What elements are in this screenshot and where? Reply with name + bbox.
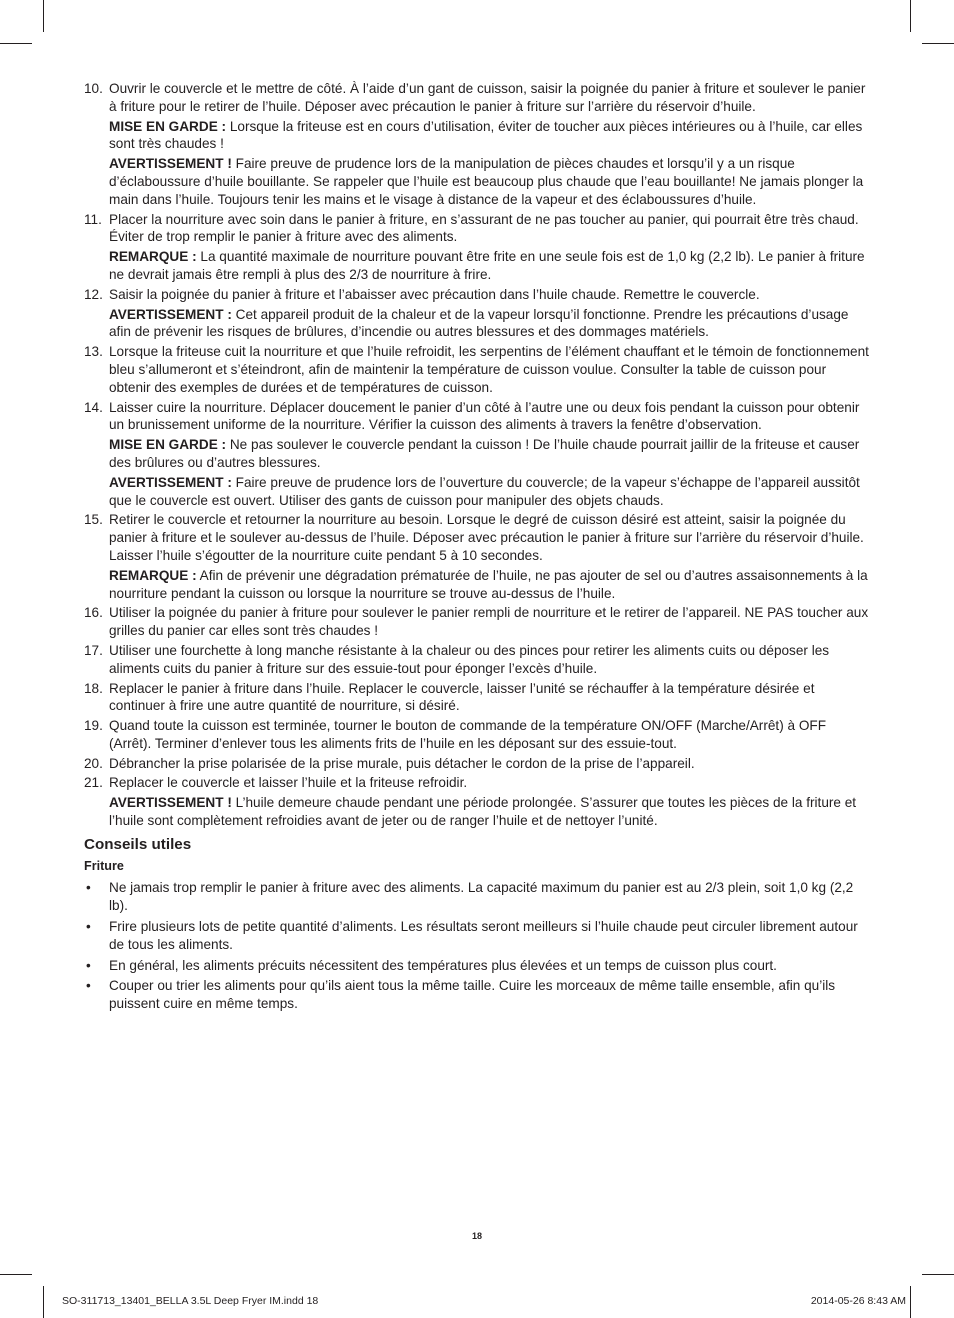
step-text: Placer la nourriture avec soin dans le panier à friture, en s’assurant de ne pas toucher au panier, qui pourrait être très chaud. Éviter de trop remplir le panier à friture avec des aliments.: [109, 211, 859, 245]
footer-datetime: 2014-05-26 8:43 AM: [810, 1295, 906, 1307]
crop-mark: [910, 1286, 911, 1318]
bullet-icon: •: [86, 978, 91, 994]
step-number: 18.: [84, 680, 103, 696]
crop-mark: [922, 43, 954, 44]
note-label: AVERTISSEMENT :: [109, 306, 232, 322]
step-number: 13.: [84, 344, 103, 360]
tip-item: [84, 977, 870, 1013]
instruction-step: [84, 604, 870, 640]
step-text: Retirer le couvercle et retourner la nourriture au besoin. Lorsque le degré de cuisson désiré est atteint, saisir la poignée du panier à friture et le soulever au-dessus de l’huile. Déposer avec précaution le panier à friture sur l’arrière du réservoir d’huile. Laisser l’huile s’égoutter de la nourriture cuite pendant 5 à 10 secondes.: [109, 512, 864, 563]
subheading: Friture: [84, 858, 124, 873]
note-text: L’huile demeure chaude pendant une période prolongée. S’assurer que toutes les pièces de la friture et l’huile sont complètement refroidies avant de jeter ou de ranger l’huile et de nettoyer l’unité.: [109, 795, 857, 829]
note-label: AVERTISSEMENT !: [109, 156, 232, 172]
section-title: Conseils utiles: [84, 835, 192, 853]
footer-file: SO-311713_13401_BELLA 3.5L Deep Fryer IM.indd 18: [62, 1295, 319, 1307]
instruction-step: [84, 774, 870, 829]
step-text: Ouvrir le couvercle et le mettre de côté. À l’aide d’un gant de cuisson, saisir la poignée du panier à friture et soulever le panier à friture pour le retirer de l’huile. Déposer avec précaution le panier à friture sur l’arrière du réservoir d’huile.: [109, 81, 866, 114]
manual-content: [84, 80, 870, 1016]
step-note: [109, 118, 870, 154]
instruction-step: [84, 211, 870, 284]
step-note: [109, 248, 870, 284]
step-note: [109, 474, 870, 510]
bullet-icon: •: [86, 919, 91, 935]
instruction-step: [84, 343, 870, 396]
step-text: Débrancher la prise polarisée de la prise murale, puis détacher le cordon de la prise de l’appareil.: [109, 755, 695, 771]
tip-text: Frire plusieurs lots de petite quantité d’aliments. Les résultats seront meilleurs si l’huile chaude peut circuler librement autour de tous les aliments.: [109, 919, 858, 952]
note-label: MISE EN GARDE :: [109, 118, 227, 134]
instruction-step: [84, 642, 870, 678]
step-number: 21.: [84, 775, 103, 791]
instruction-step: [84, 80, 870, 209]
tip-item: [84, 918, 870, 954]
page-number: 18: [471, 1231, 482, 1241]
tip-item: [84, 957, 870, 975]
crop-mark: [43, 0, 44, 32]
tips-list: [84, 879, 870, 1013]
note-label: REMARQUE :: [109, 249, 197, 265]
note-label: AVERTISSEMENT !: [109, 795, 232, 811]
step-text: Quand toute la cuisson est terminée, tourner le bouton de commande de la température ON/OFF (Marche/Arrêt) à OFF (Arrêt). Terminer d’enlever tous les aliments frits de l’huile en les déposant sur des essuie-tout.: [109, 718, 827, 751]
step-text: Saisir la poignée du panier à friture et l’abaisser avec précaution dans l’huile chaude. Remettre le couvercle.: [109, 286, 760, 302]
crop-mark: [922, 1274, 954, 1275]
instruction-steps: [84, 80, 870, 830]
step-text: Replacer le panier à friture dans l’huile. Replacer le couvercle, laisser l’unité se réchauffer à la température désirée et continuer à frire une autre quantité de nourriture, si désiré.: [109, 680, 815, 714]
tip-text: En général, les aliments précuits nécessitent des températures plus élevées et un temps de cuisson plus court.: [109, 957, 777, 973]
step-text: Laisser cuire la nourriture. Déplacer doucement le panier d’un côté à l’autre une ou deux fois pendant la cuisson pour obtenir un brunissement uniforme de la nourriture. Vérifier la cuisson des aliments à travers la fenêtre d’observation.: [109, 399, 860, 433]
note-text: Cet appareil produit de la chaleur et de la vapeur lorsqu’il fonctionne. Prendre les précautions d’usage afin de prévenir les risques de brûlures, d’incendie ou autres blessures et des dommages matériels.: [109, 306, 849, 340]
tip-text: Ne jamais trop remplir le panier à friture avec des aliments. La capacité maximum du panier est au 2/3 plein, soit 1,0 kg (2,2 lb).: [109, 880, 854, 914]
step-number: 12.: [84, 286, 103, 302]
step-note: [109, 436, 870, 472]
step-number: 14.: [84, 399, 103, 415]
step-note: [109, 306, 870, 342]
note-text: Faire preuve de prudence lors de la manipulation de pièces chaudes et lorsqu’il y a un risque d’éclaboussure d’huile bouillante. Se rappeler que l’huile est beaucoup plus chaude que l’eau bouillante! Ne jamais plonger la main dans l’huile. Toujours tenir les mains et le visage à distance de la vapeur et des éclaboussures d’huile.: [109, 156, 864, 207]
instruction-step: [84, 680, 870, 716]
tip-text: Couper ou trier les aliments pour qu’ils aient tous la même taille. Cuire les morceaux de même taille ensemble, afin qu’ils puissent cuire en même temps.: [109, 978, 836, 1012]
step-text: Utiliser une fourchette à long manche résistante à la chaleur ou des pinces pour retirer les aliments cuits ou déposer les aliments cuits du panier à friture sur des essuie-tout pour éponger l’excès d’huile.: [109, 642, 830, 676]
note-text: Afin de prévenir une dégradation prématurée de l’huile, ne pas ajouter de sel ou d’autres assaisonnements à la nourriture pendant la cuisson ou lorsque la nourriture se trouve au-dessus de l’huile.: [109, 567, 868, 601]
step-number: 10.: [84, 81, 103, 96]
note-text: Faire preuve de prudence lors de l’ouverture du couvercle; de la vapeur s’échappe de l’appareil aussitôt que le couvercle est ouvert. Utiliser des gants de cuisson pour manipuler des objets chauds.: [109, 474, 860, 508]
step-number: 11.: [84, 211, 102, 227]
instruction-step: [84, 717, 870, 753]
instruction-step: [84, 399, 870, 510]
note-label: AVERTISSEMENT :: [109, 474, 232, 490]
note-text: Lorsque la friteuse est en cours d’utilisation, éviter de toucher aux pièces intérieures ou à l’huile, car elles sont très chaudes !: [109, 118, 863, 152]
step-text: Utiliser la poignée du panier à friture pour soulever le panier rempli de nourriture et le retirer de l’appareil. NE PAS toucher aux grilles du panier car elles sont très chaudes !: [109, 605, 869, 639]
note-text: La quantité maximale de nourriture pouvant être frite en une seule fois est de 1,0 kg (2,2 lb). Le panier à friture ne devrait jamais être rempli à plus des 2/3 de nourriture à frire.: [109, 249, 865, 282]
tip-item: [84, 879, 870, 915]
note-text: Ne pas soulever le couvercle pendant la cuisson ! De l’huile chaude pourrait jaillir de la friteuse et causer des brûlures ou d’autres blessures.: [109, 437, 860, 470]
step-note: [109, 794, 870, 830]
step-text: Lorsque la friteuse cuit la nourriture et que l’huile refroidit, les serpentins de l’élément chauffant et le témoin de fonctionnement bleu s’allumeront et s’éteindront, afin de maintenir la température de cuisson voulue. Consulter la table de cuisson pour obtenir des exemples de durées et de températures de cuisson.: [109, 344, 869, 395]
bullet-icon: •: [86, 957, 91, 973]
crop-mark: [0, 1274, 32, 1275]
step-note: [109, 567, 870, 603]
bullet-icon: •: [86, 880, 91, 896]
step-text: Replacer le couvercle et laisser l’huile et la friteuse refroidir.: [109, 775, 468, 791]
instruction-step: [84, 511, 870, 602]
step-number: 15.: [84, 512, 103, 528]
instruction-step: [84, 755, 870, 773]
step-number: 17.: [84, 642, 103, 658]
step-number: 19.: [84, 718, 103, 734]
note-label: REMARQUE :: [109, 567, 197, 583]
step-note: [109, 155, 870, 208]
note-label: MISE EN GARDE :: [109, 437, 227, 453]
instruction-step: [84, 286, 870, 341]
crop-mark: [910, 0, 911, 32]
crop-mark: [0, 43, 32, 44]
step-number: 20.: [84, 755, 103, 771]
crop-mark: [43, 1286, 44, 1318]
step-number: 16.: [84, 605, 103, 621]
